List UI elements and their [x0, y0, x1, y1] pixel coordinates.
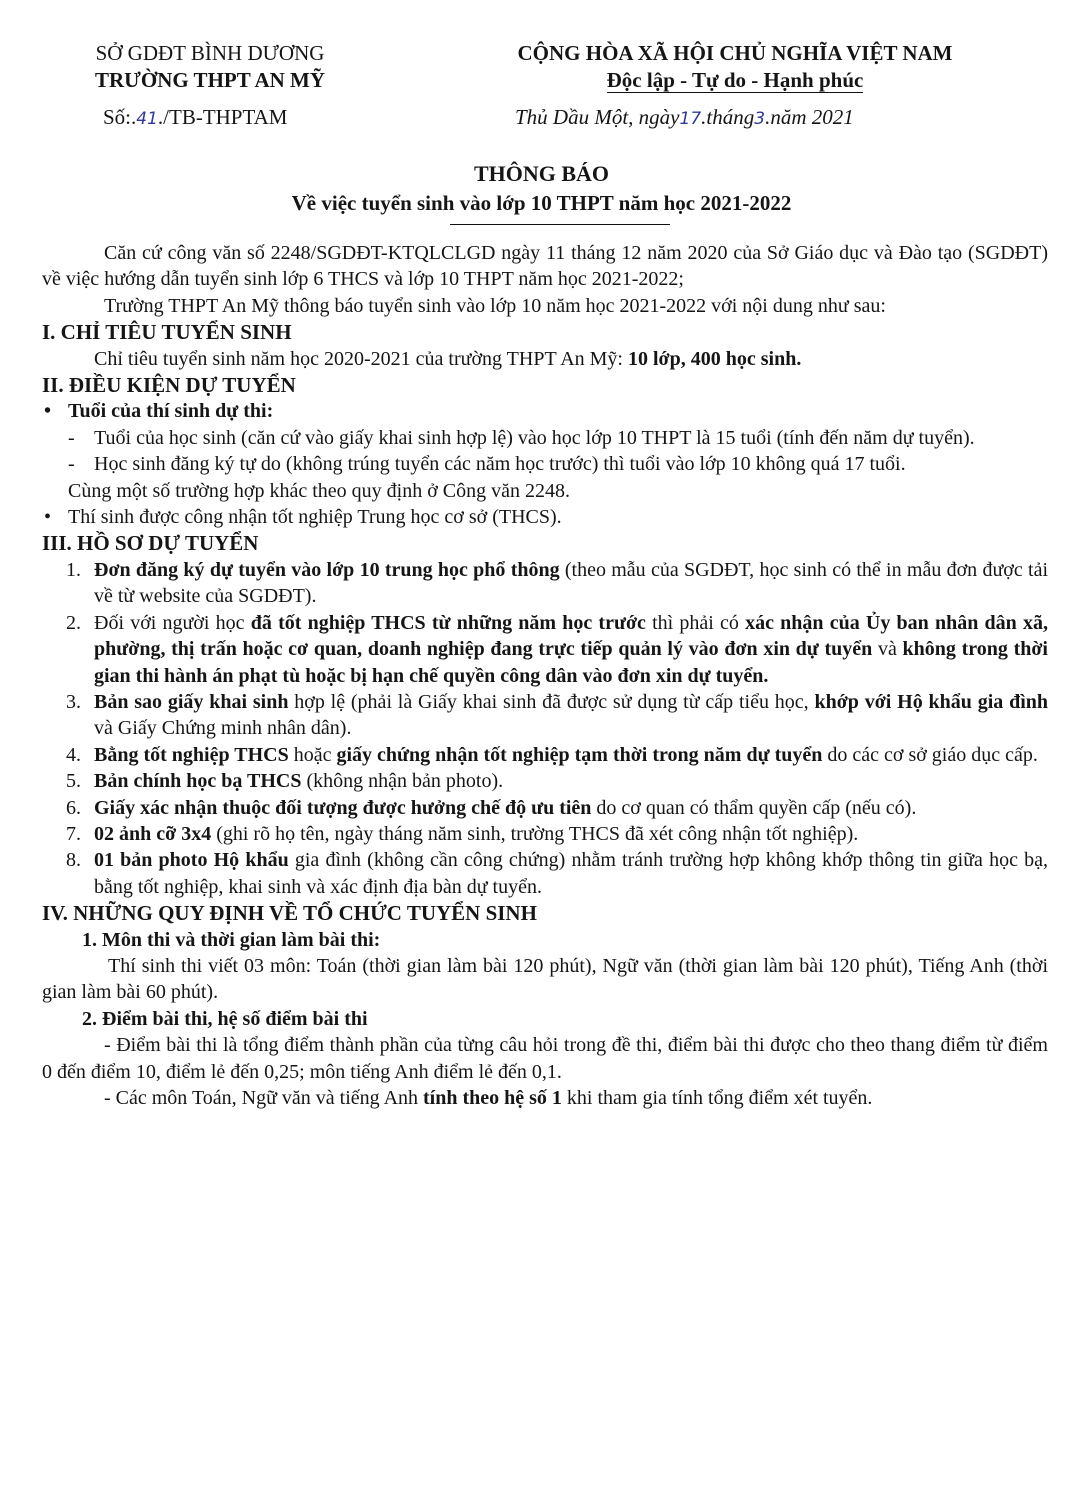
list-item: 2. Đối với người học đã tốt nghiệp THCS từ những năm học trước thì phải có xác nhận của Ủy ban nhân dân xã, phường, thị trấn hoặc cơ quan, doanh nghiệp đang trực tiếp quản lý vào đơn xin dự tuyển và không trong thời gian thi hành án phạt tù hoặc bị hạn chế quyền công dân vào đơn xin dự tuyển. — [66, 611, 1048, 687]
list-item: 7. 02 ảnh cỡ 3x4 (ghi rõ họ tên, ngày tháng năm sinh, trường THCS đã xét công nhận tốt nghiệp). — [66, 822, 859, 845]
intro-paragraph: Trường THPT An Mỹ thông báo tuyển sinh vào lớp 10 năm học 2021-2022 với nội dung như sau: — [104, 294, 886, 317]
issuer-block — [60, 40, 360, 94]
handwritten-month: 3 — [754, 109, 766, 129]
title-underline — [450, 224, 670, 225]
handwritten-number: 41 — [136, 109, 158, 129]
document-title: THÔNG BÁO — [473, 161, 610, 186]
list-item: 4. Bằng tốt nghiệp THCS hoặc giấy chứng nhận tốt nghiệp tạm thời trong năm dự tuyển do các cơ sở giáo dục cấp. — [66, 743, 1038, 766]
list-item: - Tuổi của học sinh (căn cứ vào giấy khai sinh hợp lệ) vào học lớp 10 THPT là 15 tuổi (tính đến năm dự tuyển). — [42, 425, 1048, 451]
school-name: TRƯỜNG THPT AN MỸ — [94, 68, 326, 92]
quota-text: Chỉ tiêu tuyển sinh năm học 2020-2021 của trường THPT An Mỹ: 10 lớp, 400 học sinh. — [94, 347, 802, 370]
issue-date: Thủ Dầu Một, ngày17.tháng3.năm 2021 — [515, 105, 854, 129]
section-heading: I. CHỈ TIÊU TUYỂN SINH — [42, 320, 292, 345]
national-header — [430, 40, 1040, 94]
handwritten-day: 17 — [679, 109, 702, 129]
list-item: • Tuổi của thí sinh dự thi: — [42, 398, 1048, 424]
subsection-heading: 2. Điểm bài thi, hệ số điểm bài thi — [82, 1007, 368, 1030]
list-item: - Học sinh đăng ký tự do (không trúng tuyển các năm học trước) thì tuổi vào lớp 10 không quá 17 tuổi. — [42, 451, 1048, 477]
list-item: 5. Bản chính học bạ THCS (không nhận bản photo). — [66, 770, 504, 793]
national-motto: Độc lập - Tự do - Hạnh phúc — [606, 68, 864, 92]
section-heading: IV. NHỮNG QUY ĐỊNH VỀ TỔ CHỨC TUYỂN SINH — [42, 901, 537, 926]
department-name: SỞ GDĐT BÌNH DƯƠNG — [95, 41, 325, 65]
subsection-heading: 1. Môn thi và thời gian làm bài thi: — [82, 928, 381, 951]
section-heading: II. ĐIỀU KIỆN DỰ TUYỂN — [42, 373, 296, 398]
list-item: 8. 01 bản photo Hộ khẩu gia đình (không cần công chứng) nhằm tránh trường hợp không khớp thông tin giữa học bạ, bằng tốt nghiệp, khai sinh và xác định địa bàn dự tuyển. — [66, 849, 1049, 898]
list-item: 1. Đơn đăng ký dự tuyển vào lớp 10 trung học phổ thông (theo mẫu của SGDĐT, học sinh có thể in mẫu đơn được tải về từ website của SGDĐT). — [66, 558, 1048, 608]
list-item: 3. Bản sao giấy khai sinh hợp lệ (phải là Giấy khai sinh đã được sử dụng từ cấp tiểu học, khớp với Hộ khẩu gia đình và Giấy Chứng minh nhân dân). — [66, 690, 1048, 740]
intro-paragraph: Căn cứ công văn số 2248/SGDĐT-KTQLCLGD ngày 11 tháng 12 năm 2020 của Sở Giáo dục và Đào tạo (SGDĐT) về việc hướng dẫn tuyển sinh lớp 6 THCS và lớp 10 THPT năm học 2021-2022; — [42, 242, 1048, 291]
list-item: 6. Giấy xác nhận thuộc đối tượng được hưởng chế độ ưu tiên do cơ quan có thẩm quyền cấp (nếu có). — [66, 796, 917, 819]
list-item: • Thí sinh được công nhận tốt nghiệp Trung học cơ sở (THCS). — [42, 504, 1048, 530]
republic-name: CỘNG HÒA XÃ HỘI CHỦ NGHĨA VIỆT NAM — [517, 41, 953, 65]
exam-subjects-text: Thí sinh thi viết 03 môn: Toán (thời gian làm bài 120 phút), Ngữ văn (thời gian làm bài 120 phút), Tiếng Anh (thời gian làm bài 60 phút). — [42, 954, 1048, 1004]
document-subtitle: Về việc tuyển sinh vào lớp 10 THPT năm học 2021-2022 — [291, 191, 792, 215]
coefficient-text: - Các môn Toán, Ngữ văn và tiếng Anh tính theo hệ số 1 khi tham gia tính tổng điểm xét tuyển. — [104, 1087, 873, 1109]
scoring-text: - Điểm bài thi là tổng điểm thành phần của từng câu hỏi trong đề thi, điểm bài thi được cho theo thang điểm từ điểm 0 đến điểm 10, điểm lẻ đến 0,25; môn tiếng Anh điểm lẻ đến 0,1. — [42, 1034, 1048, 1083]
section-heading: III. HỒ SƠ DỰ TUYỂN — [42, 531, 259, 556]
document-number: Số:.41./TB-THPTAM — [103, 105, 288, 129]
document-body — [42, 240, 1048, 1111]
note-text: Cùng một số trường hợp khác theo quy định ở Công văn 2248. — [68, 479, 570, 502]
